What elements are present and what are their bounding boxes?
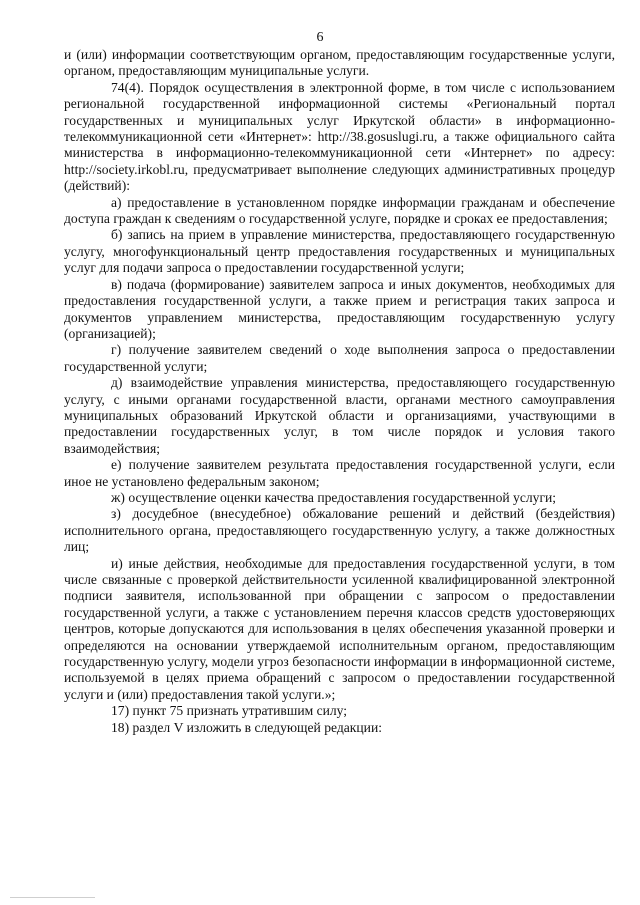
list-item-a: а) предоставление в установленном порядке информации гражданам и обеспечение доступа граждан к сведениям о государственной услуге, порядке и сроках ее предоставления;	[64, 194, 615, 227]
paragraph-continuation: и (или) информации соответствующим органом, предоставляющим государственные услуги, органом, предоставляющим муниципальные услуги.	[64, 47, 615, 79]
page-number: 6	[316, 30, 324, 45]
list-item-v: в) подача (формирование) заявителем запроса и иных документов, необходимых для предоставления государственной услуги, а также прием и регистрация таких запроса и документов управлением министерства, предоставляющим государственную услугу (организацией);	[64, 276, 615, 341]
paragraph-74-4: 74(4). Порядок осуществления в электронной форме, в том числе с использованием региональной государственной информационной системы «Региональный портал государственных и муниципальных услуг Иркутской области» в информационно-телекоммуникационной сети «Интернет»: http://38.gosuslugi.ru, а также официального сайта министерства в информационно-телекоммуникационной сети «Интернет» по адресу: http://society.irkobl.ru, предусматривает выполнение следующих административных процедур (действий):	[64, 79, 615, 194]
list-item-i: и) иные действия, необходимые для предоставления государственной услуги, в том числе связанные с проверкой действительности усиленной квалифицированной электронной подписи заявителя, использованной при обращении с запросом о предоставлении государственной услуги, а также с установлением перечня классов средств удостоверяющих центров, которые допускаются для использования в целях обеспечения указанной проверки и определяются на основании утверждаемой исполнительным органом, предоставляющим государственную услугу, модели угроз безопасности информации в информационной системе, используемой в целях приема обращений с запросом о предоставлении государственной услуги и (или) предоставления такой услуги.»;	[64, 555, 615, 702]
document-body	[64, 47, 615, 736]
list-item-d: д) взаимодействие управления министерства, предоставляющего государственную услугу, с иными органами государственной власти, органами местного самоуправления муниципальных образований Иркутской области и организациями, участвующими в предоставлении государственных услуг, в том числе порядок и условия такого взаимодействия;	[64, 375, 615, 456]
list-item-e: е) получение заявителем результата предоставления государственной услуги, если иное не установлено федеральным законом;	[64, 457, 615, 489]
list-item-b: б) запись на прием в управление министерства, предоставляющего государственную услугу, многофункциональный центр предоставления государственных и муниципальных услуг для подачи запроса о предоставлении государственной услуги;	[64, 227, 615, 276]
amendment-item-17: 17) пункт 75 признать утратившим силу;	[111, 703, 348, 719]
list-item-g: г) получение заявителем сведений о ходе выполнения запроса о предоставлении государственной услуги;	[64, 342, 615, 374]
footer-rule	[10, 897, 95, 898]
list-item-z: з) досудебное (внесудебное) обжалование решений и действий (бездействия) исполнительного органа, предоставляющего государственную услугу, а также должностных лиц;	[64, 506, 615, 555]
amendment-item-18: 18) раздел V изложить в следующей редакции:	[111, 719, 383, 735]
list-item-zh: ж) осуществление оценки качества предоставления государственной услуги;	[111, 489, 557, 505]
